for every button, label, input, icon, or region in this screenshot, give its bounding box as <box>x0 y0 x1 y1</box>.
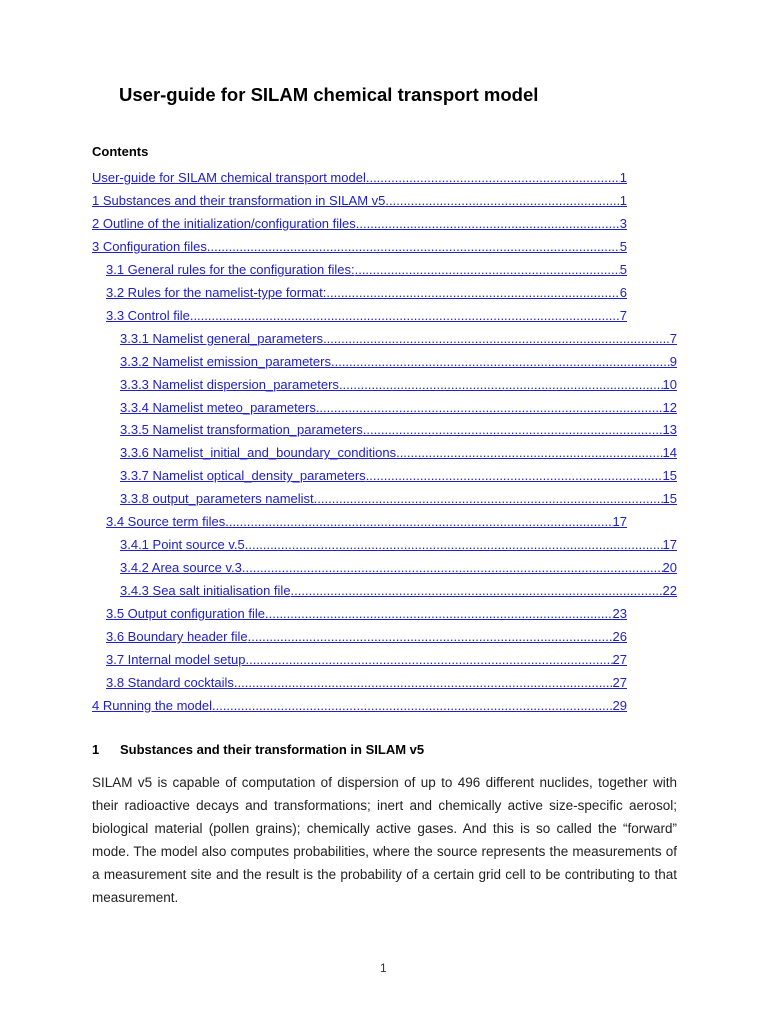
toc-entry-page: 7 <box>669 331 677 346</box>
toc-entry-page: 3 <box>619 216 627 231</box>
toc-entry-label: 3.4.2 Area source v.3 <box>120 560 242 575</box>
toc-entry-label: 3.3.5 Namelist transformation_parameters <box>120 422 363 437</box>
toc-entry-page: 6 <box>619 285 627 300</box>
toc-entry[interactable] <box>92 239 627 255</box>
toc-entry-label: 3.3.2 Namelist emission_parameters <box>120 354 331 369</box>
toc-entry[interactable] <box>92 216 627 232</box>
toc-leader-dots <box>234 675 613 691</box>
toc-entry[interactable] <box>120 583 677 599</box>
toc-entry[interactable] <box>106 675 627 691</box>
toc-leader-dots <box>331 354 670 370</box>
toc-leader-dots <box>317 491 662 507</box>
toc-entry[interactable] <box>106 308 627 324</box>
toc-entry[interactable] <box>120 560 677 576</box>
toc-leader-dots <box>245 537 663 553</box>
toc-entry-label: 3.3.1 Namelist general_parameters <box>120 331 324 346</box>
toc-entry-label: 1 Substances and their transformation in SILAM v5 <box>92 193 386 208</box>
toc-entry[interactable] <box>120 331 677 347</box>
toc-leader-dots <box>326 285 619 301</box>
toc-entry-page: 29 <box>612 698 627 713</box>
toc-leader-dots <box>396 445 662 461</box>
toc-entry-label: 3.3.6 Namelist_initial_and_boundary_conditions <box>120 445 397 460</box>
toc-entry-page: 1 <box>619 193 627 208</box>
toc-leader-dots <box>248 629 613 645</box>
toc-leader-dots <box>291 583 663 599</box>
toc-entry-page: 27 <box>612 652 627 667</box>
toc-entry-label: 4 Running the model <box>92 698 212 713</box>
toc-entry-page: 1 <box>619 170 627 185</box>
toc-entry-label: 3.3 Control file <box>106 308 190 323</box>
toc-entry-page: 13 <box>662 422 677 437</box>
contents-heading: Contents <box>92 144 149 159</box>
toc-entry[interactable] <box>106 652 627 668</box>
toc-entry-page: 5 <box>619 239 627 254</box>
toc-entry-label: 3.8 Standard cocktails <box>106 675 234 690</box>
section-number: 1 <box>92 742 100 757</box>
toc-leader-dots <box>339 377 663 393</box>
toc-entry-page: 7 <box>619 308 627 323</box>
toc-entry-page: 26 <box>612 629 627 644</box>
toc-entry[interactable] <box>120 422 677 438</box>
toc-entry[interactable] <box>120 537 677 553</box>
toc-entry[interactable] <box>106 629 627 645</box>
toc-leader-dots <box>242 560 663 576</box>
toc-entry-page: 22 <box>662 583 677 598</box>
toc-entry[interactable] <box>106 262 627 278</box>
toc-leader-dots <box>207 239 620 255</box>
toc-leader-dots <box>265 606 613 622</box>
toc-leader-dots <box>356 216 620 232</box>
toc-entry[interactable] <box>120 400 677 416</box>
toc-leader-dots <box>190 308 620 324</box>
toc-entry-page: 23 <box>612 606 627 621</box>
toc-entry-label: 3.4.1 Point source v.5 <box>120 537 245 552</box>
toc-entry[interactable] <box>92 698 627 714</box>
toc-entry-page: 20 <box>662 560 677 575</box>
toc-entry-page: 14 <box>662 445 677 460</box>
toc-entry-label: 3.6 Boundary header file <box>106 629 248 644</box>
toc-leader-dots <box>212 698 613 714</box>
toc-leader-dots <box>363 422 663 438</box>
toc-entry-label: 3.1 General rules for the configuration files: <box>106 262 355 277</box>
toc-entry-page: 17 <box>612 514 627 529</box>
toc-entry-page: 12 <box>662 400 677 415</box>
toc-entry[interactable] <box>106 606 627 622</box>
toc-leader-dots <box>225 514 612 530</box>
toc-entry-label: 3.3.7 Namelist optical_density_parameters <box>120 468 366 483</box>
toc-entry-page: 15 <box>662 468 677 483</box>
toc-leader-dots <box>316 400 663 416</box>
toc-entry[interactable] <box>120 468 677 484</box>
section-paragraph: SILAM v5 is capable of computation of dispersion of up to 496 different nuclides, together with their radioactive decays and transformations; inert and chemically active size-specific aerosol; biological material (pollen grains); chemically active gases. And this is so called the “forward” mode. The model also computes probabilities, where the source represents the measurements of a measurement site and the result is the probability of a certain grid cell to be contributing to that measurement. <box>92 775 677 905</box>
toc-entry[interactable] <box>106 285 627 301</box>
toc-leader-dots <box>245 652 612 668</box>
toc-entry-label: 3.4.3 Sea salt initialisation file <box>120 583 291 598</box>
toc-entry-page: 17 <box>662 537 677 552</box>
toc-entry-label: 2 Outline of the initialization/configuration files <box>92 216 356 231</box>
toc-leader-dots <box>323 331 670 347</box>
toc-entry-page: 5 <box>619 262 627 277</box>
toc-entry-label: 3 Configuration files <box>92 239 207 254</box>
toc-leader-dots <box>385 193 619 209</box>
toc-entry-page: 15 <box>662 491 677 506</box>
toc-entry-label: 3.2 Rules for the namelist-type format: <box>106 285 327 300</box>
toc-entry-label: 3.7 Internal model setup <box>106 652 246 667</box>
section-heading <box>92 742 424 757</box>
toc-entry-page: 10 <box>662 377 677 392</box>
toc-entry-label: User-guide for SILAM chemical transport model <box>92 170 366 185</box>
toc-entry[interactable] <box>106 514 627 530</box>
toc-entry[interactable] <box>120 354 677 370</box>
toc-entry[interactable] <box>92 170 627 186</box>
section-title: Substances and their transformation in SILAM v5 <box>120 742 425 757</box>
toc-entry[interactable] <box>120 377 677 393</box>
toc-entry-page: 9 <box>669 354 677 369</box>
document-title: User-guide for SILAM chemical transport model <box>119 84 539 105</box>
toc-entry-label: 3.4 Source term files <box>106 514 226 529</box>
toc-entry-page: 27 <box>612 675 627 690</box>
toc-entry[interactable] <box>92 193 627 209</box>
toc-leader-dots <box>366 170 620 186</box>
page-number: 1 <box>380 961 387 975</box>
toc-entry-label: 3.3.3 Namelist dispersion_parameters <box>120 377 339 392</box>
toc-entry-label: 3.3.4 Namelist meteo_parameters <box>120 400 316 415</box>
toc-entry[interactable] <box>120 491 677 507</box>
toc-leader-dots <box>366 468 663 484</box>
toc-entry-label: 3.3.8 output_parameters namelist. <box>120 491 318 506</box>
toc-leader-dots <box>355 262 620 278</box>
toc-entry-label: 3.5 Output configuration file <box>106 606 265 621</box>
toc-entry[interactable] <box>120 445 677 461</box>
